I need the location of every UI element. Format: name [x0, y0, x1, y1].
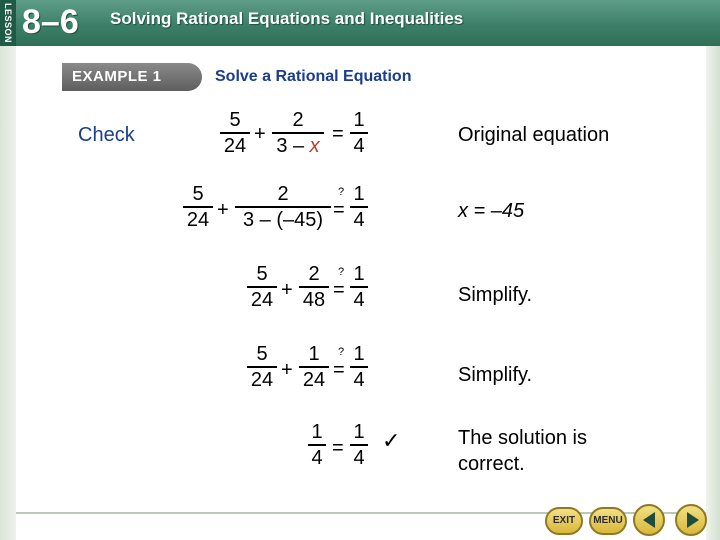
fraction: 5 24: [220, 108, 250, 158]
question-mark: ?: [338, 346, 345, 358]
equals-sign: =: [333, 199, 345, 221]
question-mark: ?: [338, 186, 345, 198]
fraction: 2 3 – x: [272, 108, 324, 158]
equals-sign: =: [333, 359, 345, 381]
equals-sign: =: [333, 279, 345, 301]
fraction: 1 4: [350, 108, 368, 158]
step-note: Simplify.: [458, 364, 533, 386]
step-note: x = –45: [458, 200, 525, 222]
fraction: 2 3 – (–45): [235, 182, 331, 232]
equals-sign: =: [332, 437, 344, 459]
fraction: 1 4: [350, 182, 368, 232]
step-note: Original equation: [458, 124, 610, 146]
menu-button[interactable]: MENU: [589, 507, 627, 535]
lesson-number: 8–6: [22, 3, 79, 41]
check-label: Check: [78, 124, 135, 146]
plus-sign: +: [217, 199, 229, 221]
fraction: 1 24: [299, 342, 329, 392]
question-mark: ?: [338, 266, 345, 278]
previous-button[interactable]: [633, 504, 665, 536]
right-margin: [706, 46, 720, 540]
fraction: 2 48: [299, 262, 329, 312]
example-label: [62, 63, 202, 91]
plus-sign: +: [281, 359, 293, 381]
fraction: 1 4: [350, 420, 368, 470]
lesson-tab: [0, 0, 16, 46]
triangle-left-icon: [643, 512, 655, 528]
check-icon: ✓: [382, 428, 401, 453]
left-margin: [0, 46, 16, 540]
lesson-title: Solving Rational Equations and Inequalities: [110, 9, 464, 28]
triangle-right-icon: [687, 512, 699, 528]
fraction: 1 4: [350, 262, 368, 312]
plus-sign: +: [281, 279, 293, 301]
next-button[interactable]: [675, 504, 707, 536]
fraction: 5 24: [183, 182, 213, 232]
fraction: 5 24: [247, 262, 277, 312]
exit-button[interactable]: EXIT: [545, 507, 583, 535]
header-bar: [0, 0, 720, 46]
example-title: Solve a Rational Equation: [215, 68, 412, 85]
fraction: 5 24: [247, 342, 277, 392]
plus-sign: +: [254, 123, 266, 145]
fraction: 1 4: [308, 420, 326, 470]
lesson-word: LESSON: [3, 3, 13, 44]
step-note: The solution is correct.: [458, 427, 587, 475]
example-label-text: EXAMPLE 1: [72, 68, 162, 85]
step-note: Simplify.: [458, 284, 533, 306]
fraction: 1 4: [350, 342, 368, 392]
equals-sign: =: [332, 123, 344, 145]
